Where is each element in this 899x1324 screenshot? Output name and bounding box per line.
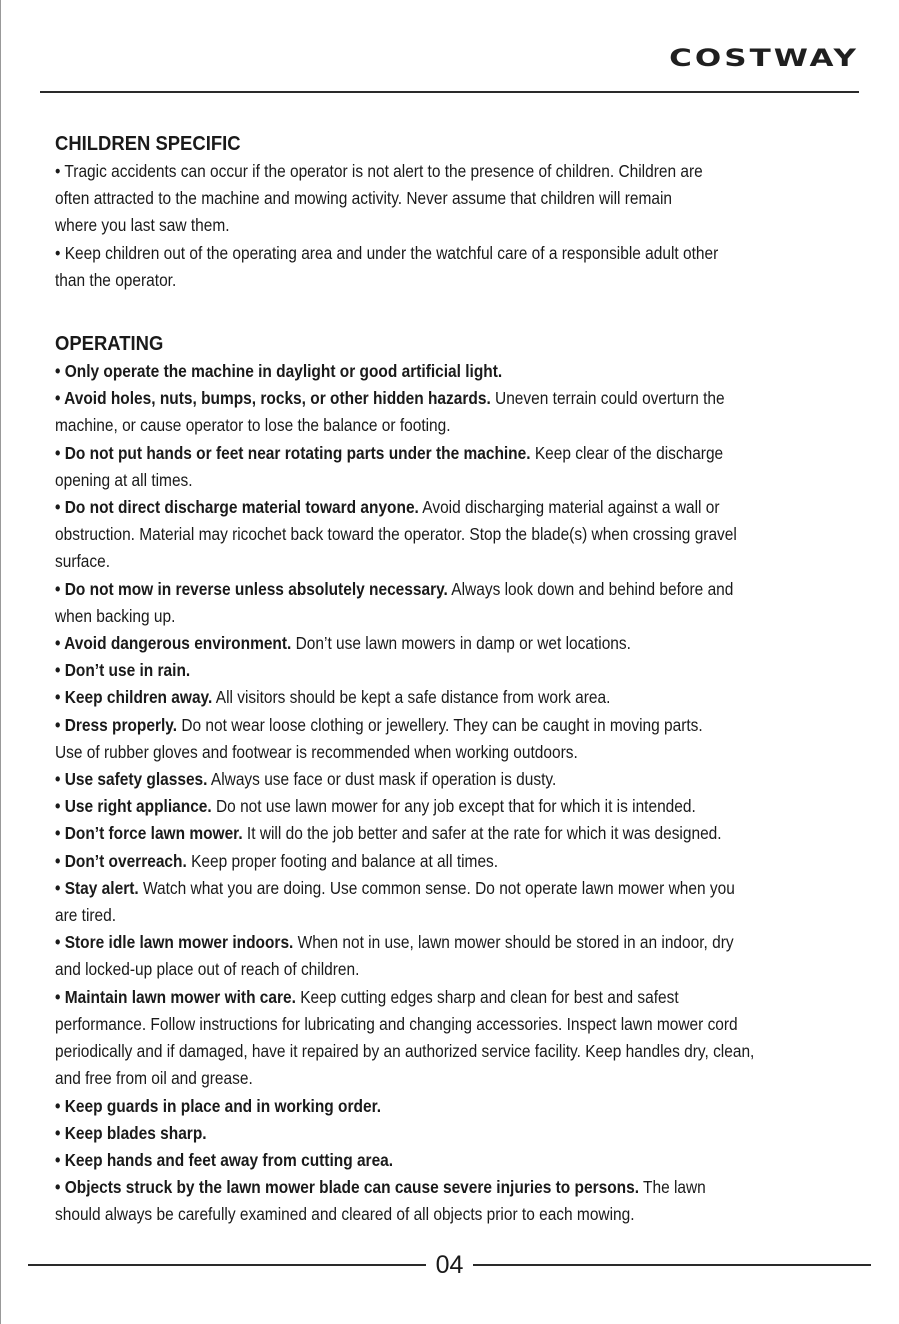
operating-line: Use of rubber gloves and footwear is recommended when working outdoors. bbox=[55, 741, 578, 762]
rule-text: Do not wear loose clothing or jewellery. They can be caught in moving parts. bbox=[177, 714, 703, 735]
children-line: • Keep children out of the operating area and under the watchful care of a responsible adult other bbox=[55, 242, 719, 263]
rule-title: • Dress properly. bbox=[55, 714, 178, 735]
operating-line: when backing up. bbox=[55, 605, 176, 626]
rule-title: • Keep blades sharp. bbox=[55, 1122, 207, 1143]
operating-line bbox=[55, 494, 784, 521]
rule-title: • Keep guards in place and in working order. bbox=[55, 1095, 382, 1116]
operating-line bbox=[55, 875, 784, 902]
rule-title: • Avoid holes, nuts, bumps, rocks, or other hidden hazards. bbox=[55, 388, 491, 409]
children-line: than the operator. bbox=[55, 269, 177, 290]
operating-line: should always be carefully examined and cleared of all objects prior to each mowing. bbox=[55, 1204, 635, 1225]
operating-line bbox=[55, 684, 784, 711]
rule-title: • Avoid dangerous environment. bbox=[55, 633, 292, 654]
rule-title: • Do not put hands or feet near rotating parts under the machine. bbox=[55, 442, 531, 463]
rule-title: • Do not direct discharge material toward anyone. bbox=[55, 497, 419, 518]
operating-line bbox=[55, 576, 784, 603]
operating-line: and free from oil and grease. bbox=[55, 1068, 253, 1089]
section-heading-children: CHILDREN SPECIFIC bbox=[55, 132, 241, 155]
rule-text: Always use face or dust mask if operation is dusty. bbox=[207, 769, 557, 790]
rule-title: • Objects struck by the lawn mower blade can cause severe injuries to persons. bbox=[55, 1177, 640, 1198]
operating-line bbox=[55, 984, 784, 1011]
rule-title: • Use right appliance. bbox=[55, 796, 212, 817]
page-content bbox=[55, 130, 865, 1229]
footer-rule-left bbox=[28, 1264, 426, 1266]
children-line: often attracted to the machine and mowing activity. Never assume that children will remain bbox=[55, 188, 673, 209]
rule-title: • Maintain lawn mower with care. bbox=[55, 986, 296, 1007]
page-number: 04 bbox=[435, 1251, 464, 1279]
rule-title: • Use safety glasses. bbox=[55, 769, 208, 790]
operating-line: performance. Follow instructions for lubricating and changing accessories. Inspect lawn mower cord bbox=[55, 1013, 738, 1034]
operating-line bbox=[55, 929, 784, 956]
operating-line: and locked-up place out of reach of children. bbox=[55, 959, 360, 980]
rule-text: Do not use lawn mower for any job except that for which it is intended. bbox=[211, 796, 696, 817]
operating-line bbox=[55, 793, 784, 820]
children-line: • Tragic accidents can occur if the operator is not alert to the presence of children. Children are bbox=[55, 161, 703, 181]
rule-text: Watch what you are doing. Use common sense. Do not operate lawn mower when you bbox=[138, 877, 735, 898]
section-heading-operating: OPERATING bbox=[55, 332, 164, 356]
operating-line bbox=[55, 766, 784, 793]
operating-line bbox=[55, 1120, 784, 1147]
operating-line: are tired. bbox=[55, 905, 117, 926]
rule-text: It will do the job better and safer at the rate for which it was designed. bbox=[242, 823, 722, 844]
rule-text: Keep proper footing and balance at all times. bbox=[186, 850, 499, 871]
rule-text: Don’t use lawn mowers in damp or wet locations. bbox=[291, 633, 631, 654]
section-gap bbox=[55, 294, 865, 330]
rule-title: • Only operate the machine in daylight or good artificial light. bbox=[55, 361, 503, 382]
rule-title: • Store idle lawn mower indoors. bbox=[55, 932, 294, 953]
rule-title: • Don’t use in rain. bbox=[55, 660, 191, 681]
operating-line: opening at all times. bbox=[55, 469, 193, 490]
children-line: where you last saw them. bbox=[55, 215, 230, 236]
rule-text: Keep cutting edges sharp and clean for best and safest bbox=[295, 986, 679, 1007]
rule-text: Always look down and behind before and bbox=[447, 578, 734, 599]
rule-text: Avoid discharging material against a wall or bbox=[418, 497, 720, 518]
rule-text: All visitors should be kept a safe distance from work area. bbox=[212, 687, 611, 708]
brand-logo: COSTWAY bbox=[669, 44, 859, 73]
operating-line bbox=[55, 440, 784, 467]
operating-line: surface. bbox=[55, 551, 111, 572]
operating-line: periodically and if damaged, have it repaired by an authorized service facility. Keep handles dry, clean, bbox=[55, 1041, 755, 1062]
rule-text: Keep clear of the discharge bbox=[530, 442, 724, 463]
operating-line bbox=[55, 1147, 784, 1174]
rule-title: • Do not mow in reverse unless absolutely necessary. bbox=[55, 578, 448, 599]
rule-title: • Don’t force lawn mower. bbox=[55, 823, 243, 844]
footer-rule-right bbox=[473, 1264, 871, 1266]
operating-line bbox=[55, 1174, 784, 1201]
operating-line bbox=[55, 848, 784, 875]
operating-line bbox=[55, 1093, 784, 1120]
operating-line bbox=[55, 630, 784, 657]
rule-text: Uneven terrain could overturn the bbox=[490, 388, 725, 409]
operating-line: obstruction. Material may ricochet back toward the operator. Stop the blade(s) when crossing gravel bbox=[55, 524, 737, 545]
rule-text: When not in use, lawn mower should be stored in an indoor, dry bbox=[293, 932, 734, 953]
rule-title: • Keep hands and feet away from cutting area. bbox=[55, 1149, 394, 1170]
operating-line bbox=[55, 820, 784, 847]
operating-line bbox=[55, 385, 784, 412]
operating-line bbox=[55, 657, 784, 684]
rule-title: • Stay alert. bbox=[55, 877, 139, 898]
rule-title: • Keep children away. bbox=[55, 687, 213, 708]
rule-text: The lawn bbox=[639, 1177, 706, 1198]
operating-line bbox=[55, 712, 784, 739]
operating-line bbox=[55, 358, 784, 385]
header-rule bbox=[40, 91, 859, 93]
rule-title: • Don’t overreach. bbox=[55, 850, 187, 871]
page-edge bbox=[0, 0, 1, 1324]
operating-line: machine, or cause operator to lose the balance or footing. bbox=[55, 415, 451, 436]
